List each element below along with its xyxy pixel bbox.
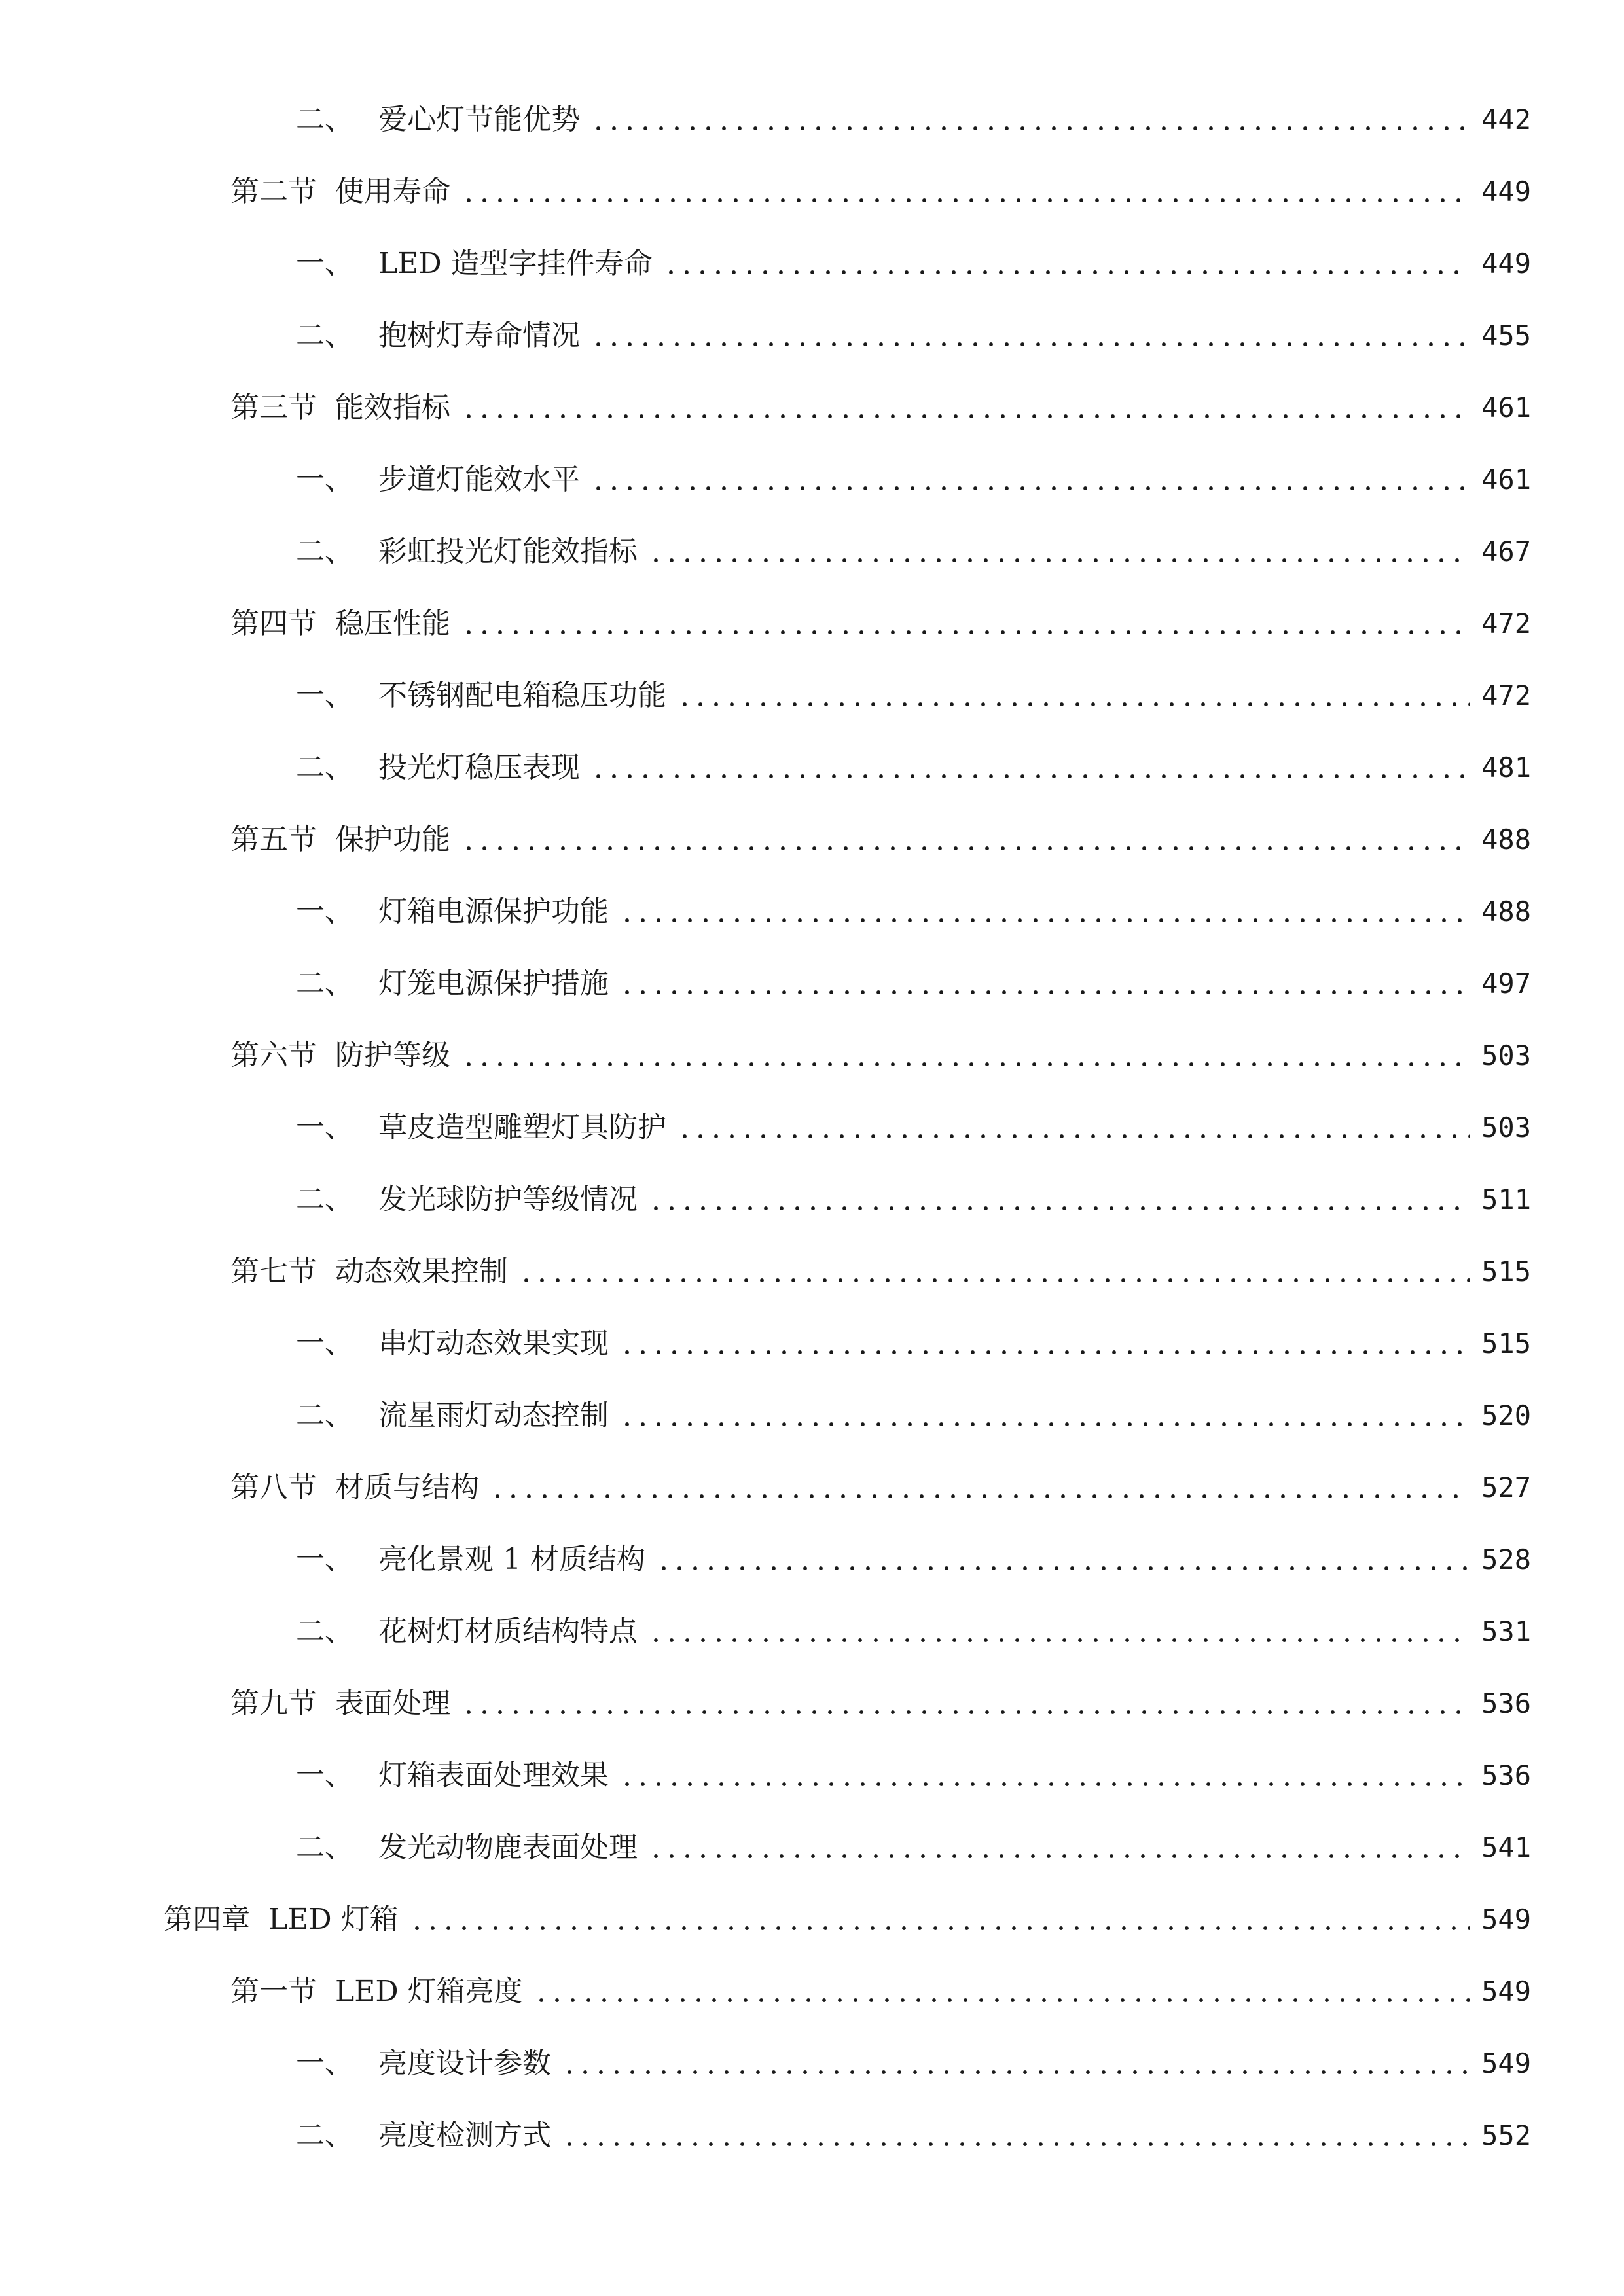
toc-dot-leader [590, 753, 1470, 782]
toc-entry-19[interactable] [0, 1380, 1624, 1452]
toc-dot-leader [590, 321, 1470, 350]
toc-entry-label [230, 609, 450, 638]
toc-entry-21[interactable] [0, 1524, 1624, 1596]
toc-entry-label [230, 825, 450, 854]
toc-entry-number: 第二节 [230, 175, 317, 208]
toc-dot-leader [663, 249, 1470, 278]
toc-page-number: 520 [1481, 1399, 1531, 1431]
toc-entry-title: 灯箱电源保护功能 [378, 895, 609, 928]
toc-page-number: 549 [1481, 1903, 1531, 1935]
toc-dot-leader [461, 177, 1470, 206]
toc-page-number: 467 [1481, 535, 1531, 567]
toc-entry-title: 灯箱表面处理效果 [378, 1759, 609, 1792]
toc-entry-20[interactable] [0, 1452, 1624, 1524]
toc-entry-title: 发光球防护等级情况 [378, 1183, 638, 1216]
toc-entry-29[interactable] [0, 2100, 1624, 2172]
toc-entry-label [296, 897, 609, 926]
toc-entry-label [296, 2049, 551, 2078]
toc-entry-label [230, 1977, 523, 2006]
toc-entry-2[interactable] [0, 156, 1624, 228]
toc-entry-number: 二、 [296, 751, 353, 784]
toc-entry-label [296, 1545, 645, 1574]
toc-dot-leader [648, 1185, 1470, 1214]
toc-entry-3[interactable] [0, 228, 1624, 300]
toc-entry-number: 二、 [296, 967, 353, 1000]
toc-entry-title: 保护功能 [335, 823, 450, 856]
toc-entry-11[interactable] [0, 804, 1624, 876]
toc-entry-5[interactable] [0, 372, 1624, 444]
toc-entry-16[interactable] [0, 1164, 1624, 1236]
toc-entry-title: 材质与结构 [335, 1471, 479, 1504]
toc-page-number: 536 [1481, 1759, 1531, 1791]
toc-entry-title: 灯笼电源保护措施 [378, 967, 609, 1000]
toc-entry-number: 一、 [296, 1327, 353, 1360]
toc-entry-label [296, 1761, 609, 1790]
toc-entry-10[interactable] [0, 732, 1624, 804]
toc-entry-number: 第八节 [230, 1471, 317, 1504]
toc-dot-leader [533, 1977, 1470, 2006]
toc-entry-number: 第四章 [164, 1903, 250, 1936]
toc-entry-4[interactable] [0, 300, 1624, 372]
toc-dot-leader [648, 1617, 1470, 1646]
toc-entry-number: 第九节 [230, 1687, 317, 1720]
toc-entry-number: 二、 [296, 103, 353, 136]
toc-entry-title: 不锈钢配电箱稳压功能 [378, 679, 666, 712]
toc-dot-leader [490, 1473, 1470, 1502]
toc-entry-number: 一、 [296, 247, 353, 280]
toc-entry-title: 投光灯稳压表现 [378, 751, 580, 784]
toc-entry-label [296, 249, 653, 278]
toc-entry-label [296, 1833, 638, 1862]
toc-dot-leader [619, 1761, 1470, 1790]
toc-entry-number: 一、 [296, 895, 353, 928]
toc-dot-leader [518, 1257, 1470, 1286]
toc-entry-label [296, 2121, 551, 2150]
toc-entry-number: 二、 [296, 319, 353, 352]
toc-entry-title: 稳压性能 [335, 607, 450, 640]
toc-entry-title: 使用寿命 [335, 175, 450, 208]
table-of-contents [0, 84, 1624, 2172]
toc-page-number: 472 [1481, 679, 1531, 711]
toc-entry-title: 表面处理 [335, 1687, 450, 1720]
toc-entry-label [296, 681, 666, 710]
toc-entry-number: 一、 [296, 463, 353, 496]
toc-entry-title: 发光动物鹿表面处理 [378, 1831, 638, 1864]
toc-page-number: 488 [1481, 895, 1531, 927]
toc-entry-title: 花树灯材质结构特点 [378, 1615, 638, 1648]
toc-entry-title: 防护等级 [335, 1039, 450, 1072]
toc-entry-12[interactable] [0, 876, 1624, 948]
toc-dot-leader [461, 1689, 1470, 1718]
toc-entry-27[interactable] [0, 1956, 1624, 2028]
toc-dot-leader [461, 609, 1470, 638]
toc-page-number: 442 [1481, 103, 1531, 135]
toc-entry-number: 二、 [296, 1615, 353, 1648]
toc-entry-title: 亮度检测方式 [378, 2119, 551, 2152]
toc-entry-number: 第三节 [230, 391, 317, 424]
toc-entry-18[interactable] [0, 1308, 1624, 1380]
toc-entry-title: 流星雨灯动态控制 [378, 1399, 609, 1432]
toc-entry-22[interactable] [0, 1596, 1624, 1668]
toc-dot-leader [461, 825, 1470, 854]
toc-entry-number: 二、 [296, 535, 353, 568]
toc-entry-13[interactable] [0, 948, 1624, 1020]
toc-entry-label [296, 1329, 609, 1358]
toc-entry-number: 一、 [296, 2047, 353, 2080]
toc-entry-15[interactable] [0, 1092, 1624, 1164]
toc-page-number: 531 [1481, 1615, 1531, 1647]
toc-dot-leader [461, 393, 1470, 422]
toc-entry-number: 一、 [296, 1759, 353, 1792]
toc-dot-leader [562, 2121, 1470, 2150]
toc-page-number: 481 [1481, 751, 1531, 783]
toc-entry-title: 能效指标 [335, 391, 450, 424]
toc-page-number: 472 [1481, 607, 1531, 639]
toc-entry-title: 爱心灯节能优势 [378, 103, 580, 136]
toc-entry-label [230, 393, 450, 422]
toc-entry-7[interactable] [0, 516, 1624, 588]
toc-entry-24[interactable] [0, 1740, 1624, 1812]
toc-entry-1[interactable] [0, 84, 1624, 156]
toc-dot-leader [677, 1113, 1470, 1142]
toc-page-number: 528 [1481, 1543, 1531, 1575]
toc-page-number: 527 [1481, 1471, 1531, 1503]
toc-entry-17[interactable] [0, 1236, 1624, 1308]
toc-page-number: 497 [1481, 967, 1531, 999]
toc-dot-leader [619, 1401, 1470, 1430]
toc-entry-8[interactable] [0, 588, 1624, 660]
toc-entry-title: 亮化景观 1 材质结构 [378, 1543, 645, 1576]
toc-entry-title: LED 造型字挂件寿命 [378, 247, 653, 280]
toc-dot-leader [461, 1041, 1470, 1070]
toc-entry-number: 二、 [296, 1399, 353, 1432]
toc-page-number: 549 [1481, 2047, 1531, 2079]
toc-entry-title: 亮度设计参数 [378, 2047, 551, 2080]
toc-entry-14[interactable] [0, 1020, 1624, 1092]
toc-entry-number: 一、 [296, 1543, 353, 1576]
toc-entry-label [296, 1617, 638, 1646]
toc-entry-25[interactable] [0, 1812, 1624, 1884]
toc-entry-label [230, 177, 450, 206]
toc-page-number: 549 [1481, 1975, 1531, 2007]
toc-page-number: 552 [1481, 2119, 1531, 2151]
toc-page-number: 503 [1481, 1039, 1531, 1071]
toc-page-number: 511 [1481, 1183, 1531, 1215]
toc-entry-number: 第四节 [230, 607, 317, 640]
toc-page-number: 515 [1481, 1327, 1531, 1359]
toc-entry-number: 第一节 [230, 1975, 317, 2008]
toc-entry-26[interactable] [0, 1884, 1624, 1956]
toc-page-number: 449 [1481, 175, 1531, 207]
toc-entry-6[interactable] [0, 444, 1624, 516]
toc-entry-label [296, 105, 580, 134]
toc-entry-title: LED 灯箱 [268, 1903, 399, 1936]
toc-dot-leader [619, 969, 1470, 998]
toc-entry-28[interactable] [0, 2028, 1624, 2100]
toc-entry-label [296, 1113, 666, 1142]
toc-dot-leader [562, 2049, 1470, 2078]
toc-dot-leader [677, 681, 1470, 710]
toc-entry-title: 彩虹投光灯能效指标 [378, 535, 638, 568]
toc-entry-title: 动态效果控制 [335, 1255, 508, 1288]
toc-entry-number: 第七节 [230, 1255, 317, 1288]
toc-entry-title: LED 灯箱亮度 [335, 1975, 523, 2008]
toc-entry-number: 第五节 [230, 823, 317, 856]
toc-page-number: 515 [1481, 1255, 1531, 1287]
toc-entry-label [296, 465, 580, 494]
toc-entry-label [296, 537, 638, 566]
toc-page-number: 455 [1481, 319, 1531, 351]
toc-page-number: 461 [1481, 463, 1531, 495]
toc-entry-title: 步道灯能效水平 [378, 463, 580, 496]
toc-entry-title: 草皮造型雕塑灯具防护 [378, 1111, 666, 1144]
toc-entry-number: 第六节 [230, 1039, 317, 1072]
toc-dot-leader [409, 1905, 1470, 1934]
toc-entry-9[interactable] [0, 660, 1624, 732]
toc-dot-leader [619, 897, 1470, 926]
toc-entry-number: 二、 [296, 1831, 353, 1864]
toc-entry-number: 二、 [296, 1183, 353, 1216]
toc-entry-number: 二、 [296, 2119, 353, 2152]
toc-entry-title: 抱树灯寿命情况 [378, 319, 580, 352]
toc-entry-label [230, 1473, 479, 1502]
toc-dot-leader [590, 105, 1470, 134]
toc-dot-leader [619, 1329, 1470, 1358]
toc-entry-label [296, 753, 580, 782]
toc-entry-23[interactable] [0, 1668, 1624, 1740]
toc-entry-number: 一、 [296, 1111, 353, 1144]
toc-page-number: 536 [1481, 1687, 1531, 1719]
toc-dot-leader [656, 1545, 1470, 1574]
toc-entry-label [230, 1041, 450, 1070]
toc-dot-leader [648, 537, 1470, 566]
toc-entry-label [164, 1905, 399, 1934]
toc-entry-title: 串灯动态效果实现 [378, 1327, 609, 1360]
toc-page-number: 461 [1481, 391, 1531, 423]
toc-entry-label [296, 321, 580, 350]
toc-entry-label [296, 969, 609, 998]
toc-entry-label [230, 1689, 450, 1718]
toc-entry-label [296, 1401, 609, 1430]
toc-entry-label [230, 1257, 508, 1286]
toc-page-number: 541 [1481, 1831, 1531, 1863]
toc-entry-number: 一、 [296, 679, 353, 712]
toc-dot-leader [590, 465, 1470, 494]
toc-dot-leader [648, 1833, 1470, 1862]
toc-page-number: 503 [1481, 1111, 1531, 1143]
toc-entry-label [296, 1185, 638, 1214]
toc-page-number: 449 [1481, 247, 1531, 279]
toc-page-number: 488 [1481, 823, 1531, 855]
